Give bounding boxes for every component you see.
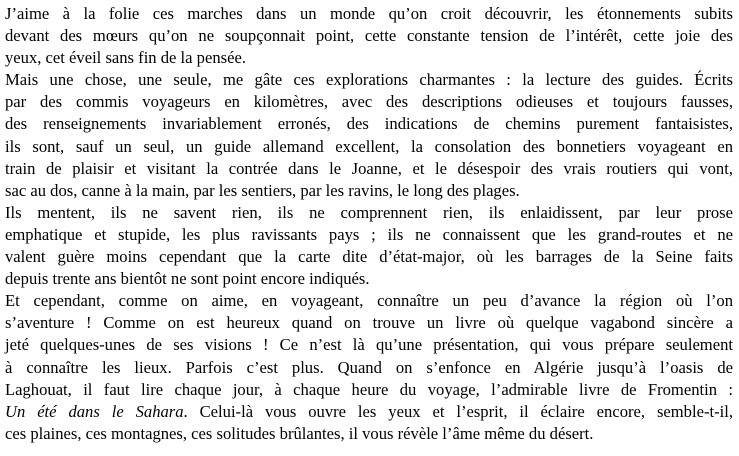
text-line: par des commis voyageurs en kilomètres, avec des descriptions odieuses et toujours fausses, — [5, 92, 733, 112]
paragraph-4 — [5, 290, 733, 445]
text-line: devant des mœurs qu’on ne soupçonnait point, cette constante tension de l’intérêt, cette joie des — [5, 26, 733, 46]
text-line: des renseignements invariablement erronés, des indications de chemins purement fantaisistes, — [5, 114, 733, 134]
text-after-title: . Celui-là vous ouvre les yeux et l’esprit, il éclaire encore, semble-t-il, — [183, 401, 733, 421]
text-line: train de plaisir et visitant la contrée dans le Joanne, et le désespoir des vrais routiers qui vont, — [5, 158, 733, 178]
text-line: jeté quelques-unes de ses visions ! Ce n’est là qu’une présentation, qui vous prépare seulement — [5, 335, 733, 355]
book-title: Un été dans le Sahara — [5, 401, 184, 421]
text-line: à connaître les lieux. Parfois c’est plus. Quand on s’enfonce en Algérie jusqu’à l’oasis de — [5, 357, 733, 377]
text-line: yeux, cet éveil sans fin de la pensée. — [5, 48, 246, 68]
text-line: J’aime à la folie ces marches dans un monde qu’on croit découvrir, les étonnements subits — [5, 4, 733, 23]
text-line: ces plaines, ces montagnes, ces solitudes brûlantes, il vous révèle l’âme même du désert. — [5, 423, 594, 443]
text-line: sac au dos, canne à la main, par les sentiers, par les ravins, le long des plages. — [5, 180, 520, 200]
text-line: emphatique et stupide, les plus ravissants pays ; ils ne connaissent que les grand-routes et ne — [5, 224, 733, 244]
text-line: valent guère moins cependant que la carte dite d’état-major, où les barrages de la Seine faits — [5, 247, 733, 267]
text-line — [5, 401, 733, 423]
text-line: s’aventure ! Comme on est heureux quand on trouve un livre où quelque vagabond sincère a — [5, 313, 733, 333]
text-line: depuis trente ans bientôt ne sont point encore indiqués. — [5, 269, 370, 289]
text-line: ils sont, sauf un seul, un guide allemand excellent, la consolation des bonnetiers voyageant en — [5, 136, 733, 156]
paragraph-2 — [5, 69, 733, 202]
text-line: Mais une chose, une seule, me gâte ces explorations charmantes : la lecture des guides. Écrits — [5, 70, 733, 90]
text-line: Ils mentent, ils ne savent rien, ils ne comprennent rien, ils enlaidissent, par leur prose — [5, 202, 733, 222]
text-line: Et cependant, comme on aime, en voyageant, connaître un peu d’avance la région où l’on — [5, 291, 733, 311]
text-line: Laghouat, il faut lire chaque jour, à chaque heure du voyage, l’admirable livre de Fromentin : — [5, 379, 733, 399]
paragraph-1 — [5, 3, 733, 69]
paragraph-3 — [5, 202, 733, 290]
